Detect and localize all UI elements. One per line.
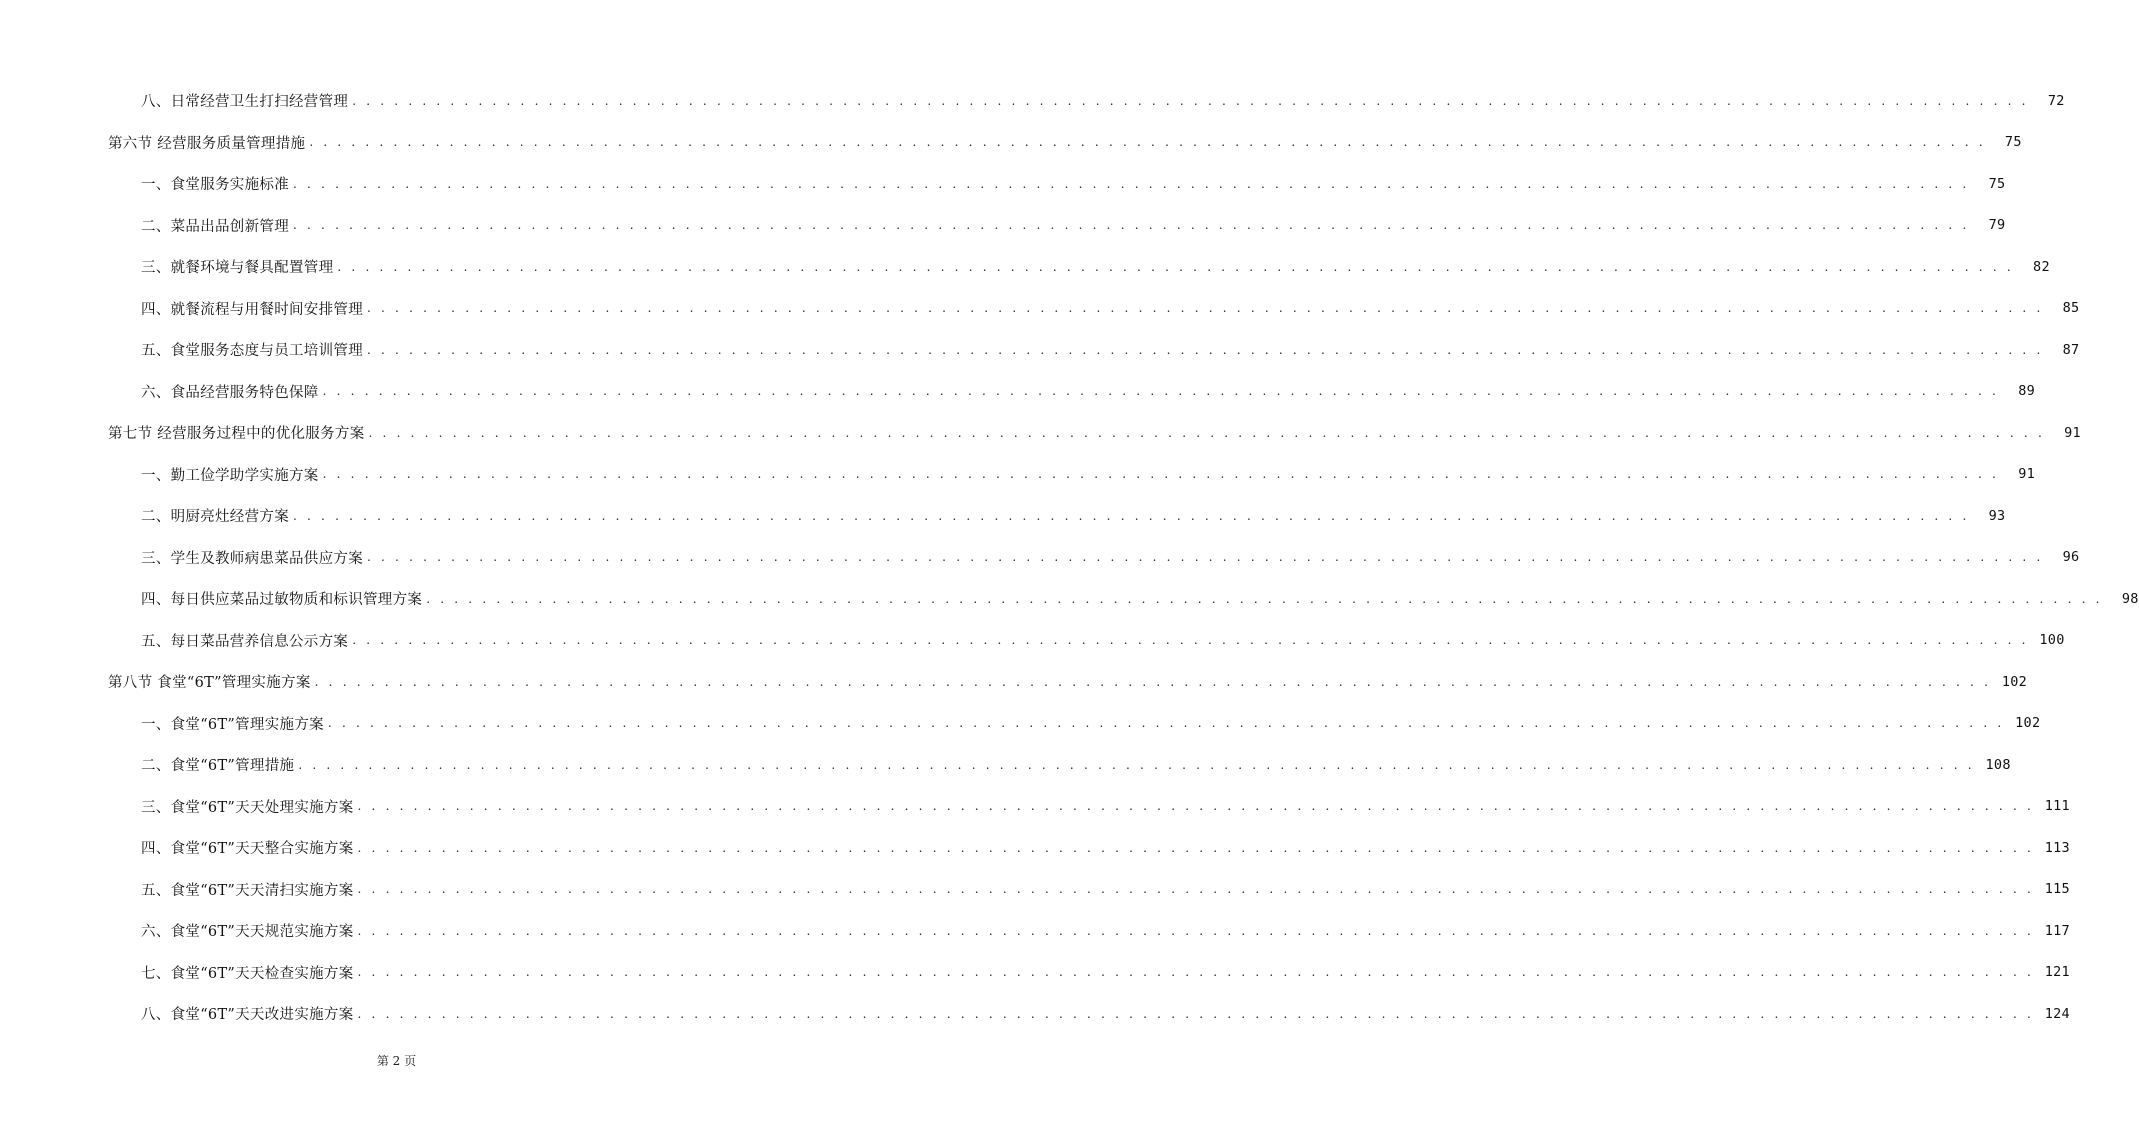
toc-dot-leader: . . . . . . . . . . . . . . . . . . . . . . . . . . . . . . . . . . . . . . . . . . . . . . . . . . . . . . . . . . . . . . . . . . . . . . . . . . . . . . . . . . . . . . . . . . . . . . . . . . . . . . . . . . . . . . . . . . . . . . . .	[357, 1006, 2034, 1021]
toc-dot-leader: . . . . . . . . . . . . . . . . . . . . . . . . . . . . . . . . . . . . . . . . . . . . . . . . . . . . . . . . . . . . . . . . . . . . . . . . . . . . . . . . . . . . . . . . . . . . . . . . . . . . . . . . . . . . . . . . . . . . . . . .	[368, 425, 2045, 440]
page-footer	[0, 1052, 793, 1069]
toc-subsection-entry[interactable]	[0, 537, 2080, 579]
toc-dot-leader: . . . . . . . . . . . . . . . . . . . . . . . . . . . . . . . . . . . . . . . . . . . . . . . . . . . . . . . . . . . . . . . . . . . . . . . . . . . . . . . . . . . . . . . . . . . . . . . . . . . . . . . . . . . . . . . . . . . . . . . .	[367, 301, 2044, 316]
toc-dot-leader: . . . . . . . . . . . . . . . . . . . . . . . . . . . . . . . . . . . . . . . . . . . . . . . . . . . . . . . . . . . . . . . . . . . . . . . . . . . . . . . . . . . . . . . . . . . . . . . . . . . . . . . . . . . . . . . . . . . . . . . .	[309, 135, 1986, 150]
toc-dot-leader: . . . . . . . . . . . . . . . . . . . . . . . . . . . . . . . . . . . . . . . . . . . . . . . . . . . . . . . . . . . . . . . . . . . . . . . . . . . . . . . . . . . . . . . . . . . . . . . . . . . . . . . . . . . . . . . . . . . . . . . .	[327, 716, 2005, 731]
toc-entry-title: 二、明厨亮灶经营方案	[141, 509, 289, 526]
toc-entry-page-number: 113	[2044, 839, 2070, 856]
toc-subsection-entry[interactable]	[0, 495, 2006, 537]
toc-entry-page-number: 96	[2062, 549, 2080, 566]
toc-subsection-entry[interactable]	[0, 869, 2070, 911]
toc-subsection-entry[interactable]	[0, 993, 2070, 1035]
toc-entry-title: 四、每日供应菜品过敏物质和标识管理方案	[141, 592, 423, 609]
toc-entry-title: 二、食堂“6T”管理措施	[141, 758, 295, 775]
toc-section-entry[interactable]	[0, 661, 2028, 703]
toc-entry-title: 一、食堂服务实施标准	[141, 177, 289, 194]
toc-subsection-entry[interactable]	[0, 910, 2070, 952]
toc-entry-page-number: 91	[2064, 424, 2081, 441]
toc-subsection-entry[interactable]	[0, 205, 2006, 247]
toc-subsection-entry[interactable]	[0, 163, 2006, 205]
toc-entry-page-number: 75	[2004, 134, 2022, 151]
toc-entry-page-number: 72	[2047, 92, 2065, 109]
toc-entry-title: 三、学生及教师病患菜品供应方案	[141, 550, 363, 567]
toc-entry-title: 第六节 经营服务质量管理措施	[108, 135, 306, 152]
toc-dot-leader: . . . . . . . . . . . . . . . . . . . . . . . . . . . . . . . . . . . . . . . . . . . . . . . . . . . . . . . . . . . . . . . . . . . . . . . . . . . . . . . . . . . . . . . . . . . . . . . . . . . . . . . . . . . . . . . . . . . . . . . .	[322, 384, 2000, 399]
toc-subsection-entry[interactable]	[0, 288, 2080, 330]
toc-entry-page-number: 102	[2001, 673, 2028, 690]
toc-entry-title: 第八节 食堂“6T”管理实施方案	[108, 675, 311, 692]
toc-entry-page-number: 108	[1985, 756, 2011, 773]
toc-entry-title: 八、食堂“6T”天天改进实施方案	[141, 1007, 354, 1024]
toc-subsection-entry[interactable]	[0, 620, 2065, 662]
toc-dot-leader: . . . . . . . . . . . . . . . . . . . . . . . . . . . . . . . . . . . . . . . . . . . . . . . . . . . . . . . . . . . . . . . . . . . . . . . . . . . . . . . . . . . . . . . . . . . . . . . . . . . . . . . . . . . . . . . . . . . . . . . .	[367, 342, 2044, 357]
toc-entry-page-number: 98	[2121, 590, 2139, 607]
toc-entry-title: 八、日常经营卫生打扫经营管理	[141, 94, 349, 111]
toc-dot-leader: . . . . . . . . . . . . . . . . . . . . . . . . . . . . . . . . . . . . . . . . . . . . . . . . . . . . . . . . . . . . . . . . . . . . . . . . . . . . . . . . . . . . . . . . . . . . . . . . . . . . . . . . . . . . . . . . . . . . . . . .	[352, 633, 2029, 648]
toc-entry-title: 第七节 经营服务过程中的优化服务方案	[108, 426, 365, 443]
toc-subsection-entry[interactable]	[0, 786, 2070, 828]
toc-dot-leader: . . . . . . . . . . . . . . . . . . . . . . . . . . . . . . . . . . . . . . . . . . . . . . . . . . . . . . . . . . . . . . . . . . . . . . . . . . . . . . . . . . . . . . . . . . . . . . . . . . . . . . . . . . . . . . . . . . . . . . . .	[367, 550, 2044, 565]
toc-entry-title: 四、食堂“6T”天天整合实施方案	[141, 841, 354, 858]
toc-subsection-entry[interactable]	[0, 578, 2139, 620]
toc-entry-page-number: 124	[2044, 1005, 2070, 1022]
toc-entry-page-number: 91	[2018, 466, 2036, 483]
toc-entry-title: 六、食品经营服务特色保障	[141, 384, 319, 401]
table-of-contents	[0, 80, 2139, 1035]
toc-subsection-entry[interactable]	[0, 454, 2036, 496]
toc-entry-page-number: 100	[2039, 632, 2065, 649]
toc-entry-title: 七、食堂“6T”天天检查实施方案	[141, 965, 354, 982]
toc-entry-title: 五、每日菜品营养信息公示方案	[141, 633, 349, 650]
toc-entry-title: 二、菜品出品创新管理	[141, 218, 289, 235]
toc-subsection-entry[interactable]	[0, 703, 2041, 745]
toc-subsection-entry[interactable]	[0, 329, 2080, 371]
toc-section-entry[interactable]	[0, 122, 2022, 164]
toc-entry-title: 四、就餐流程与用餐时间安排管理	[141, 301, 363, 318]
toc-subsection-entry[interactable]	[0, 744, 2011, 786]
toc-entry-page-number: 87	[2062, 341, 2080, 358]
toc-section-entry[interactable]	[0, 412, 2081, 454]
toc-entry-page-number: 102	[2015, 715, 2041, 732]
toc-entry-page-number: 115	[2044, 881, 2070, 898]
toc-dot-leader: . . . . . . . . . . . . . . . . . . . . . . . . . . . . . . . . . . . . . . . . . . . . . . . . . . . . . . . . . . . . . . . . . . . . . . . . . . . . . . . . . . . . . . . . . . . . . . . . . . . . . . . . . . . . . . . . . . . . . . . .	[357, 840, 2034, 855]
toc-dot-leader: . . . . . . . . . . . . . . . . . . . . . . . . . . . . . . . . . . . . . . . . . . . . . . . . . . . . . . . . . . . . . . . . . . . . . . . . . . . . . . . . . . . . . . . . . . . . . . . . . . . . . . . . . . . . . . . . . . . . . . . .	[337, 259, 2014, 274]
toc-dot-leader: . . . . . . . . . . . . . . . . . . . . . . . . . . . . . . . . . . . . . . . . . . . . . . . . . . . . . . . . . . . . . . . . . . . . . . . . . . . . . . . . . . . . . . . . . . . . . . . . . . . . . . . . . . . . . . . . . . . . . . . .	[293, 218, 1970, 233]
toc-entry-title: 三、就餐环境与餐具配置管理	[141, 260, 334, 277]
toc-entry-title: 一、食堂“6T”管理实施方案	[141, 716, 324, 733]
toc-entry-page-number: 117	[2044, 922, 2070, 939]
toc-subsection-entry[interactable]	[0, 371, 2036, 413]
toc-entry-title: 六、食堂“6T”天天规范实施方案	[141, 924, 354, 941]
toc-entry-title: 五、食堂“6T”天天清扫实施方案	[141, 882, 354, 899]
toc-dot-leader: . . . . . . . . . . . . . . . . . . . . . . . . . . . . . . . . . . . . . . . . . . . . . . . . . . . . . . . . . . . . . . . . . . . . . . . . . . . . . . . . . . . . . . . . . . . . . . . . . . . . . . . . . . . . . . . . . . . . . . . .	[314, 674, 1992, 689]
toc-entry-page-number: 111	[2044, 798, 2070, 815]
toc-entry-page-number: 85	[2062, 300, 2080, 317]
toc-dot-leader: . . . . . . . . . . . . . . . . . . . . . . . . . . . . . . . . . . . . . . . . . . . . . . . . . . . . . . . . . . . . . . . . . . . . . . . . . . . . . . . . . . . . . . . . . . . . . . . . . . . . . . . . . . . . . . . . . . . . . . . .	[357, 965, 2034, 980]
toc-dot-leader: . . . . . . . . . . . . . . . . . . . . . . . . . . . . . . . . . . . . . . . . . . . . . . . . . . . . . . . . . . . . . . . . . . . . . . . . . . . . . . . . . . . . . . . . . . . . . . . . . . . . . . . . . . . . . . . . . . . . . . . .	[357, 799, 2034, 814]
toc-dot-leader: . . . . . . . . . . . . . . . . . . . . . . . . . . . . . . . . . . . . . . . . . . . . . . . . . . . . . . . . . . . . . . . . . . . . . . . . . . . . . . . . . . . . . . . . . . . . . . . . . . . . . . . . . . . . . . . . . . . . . . . .	[322, 467, 2000, 482]
toc-dot-leader: . . . . . . . . . . . . . . . . . . . . . . . . . . . . . . . . . . . . . . . . . . . . . . . . . . . . . . . . . . . . . . . . . . . . . . . . . . . . . . . . . . . . . . . . . . . . . . . . . . . . . . . . . . . . . . . . . . . . . . . .	[426, 591, 2103, 606]
toc-subsection-entry[interactable]	[0, 827, 2070, 869]
toc-entry-page-number: 121	[2044, 964, 2070, 981]
toc-entry-page-number: 79	[1988, 217, 2006, 234]
toc-entry-title: 五、食堂服务态度与员工培训管理	[141, 343, 363, 360]
toc-subsection-entry[interactable]	[0, 80, 2065, 122]
toc-entry-title: 三、食堂“6T”天天处理实施方案	[141, 799, 354, 816]
toc-entry-page-number: 93	[1988, 507, 2006, 524]
toc-dot-leader: . . . . . . . . . . . . . . . . . . . . . . . . . . . . . . . . . . . . . . . . . . . . . . . . . . . . . . . . . . . . . . . . . . . . . . . . . . . . . . . . . . . . . . . . . . . . . . . . . . . . . . . . . . . . . . . . . . . . . . . .	[293, 508, 1970, 523]
toc-entry-page-number: 75	[1988, 175, 2006, 192]
toc-subsection-entry[interactable]	[0, 246, 2050, 288]
toc-dot-leader: . . . . . . . . . . . . . . . . . . . . . . . . . . . . . . . . . . . . . . . . . . . . . . . . . . . . . . . . . . . . . . . . . . . . . . . . . . . . . . . . . . . . . . . . . . . . . . . . . . . . . . . . . . . . . . . . . . . . . . . .	[357, 882, 2034, 897]
toc-dot-leader: . . . . . . . . . . . . . . . . . . . . . . . . . . . . . . . . . . . . . . . . . . . . . . . . . . . . . . . . . . . . . . . . . . . . . . . . . . . . . . . . . . . . . . . . . . . . . . . . . . . . . . . . . . . . . . . . . . . . . . . .	[293, 176, 1970, 191]
page-number-label: 第 2 页	[376, 1054, 417, 1068]
toc-dot-leader: . . . . . . . . . . . . . . . . . . . . . . . . . . . . . . . . . . . . . . . . . . . . . . . . . . . . . . . . . . . . . . . . . . . . . . . . . . . . . . . . . . . . . . . . . . . . . . . . . . . . . . . . . . . . . . . . . . . . . . . .	[352, 93, 2029, 108]
toc-entry-title: 一、勤工俭学助学实施方案	[141, 467, 319, 484]
toc-dot-leader: . . . . . . . . . . . . . . . . . . . . . . . . . . . . . . . . . . . . . . . . . . . . . . . . . . . . . . . . . . . . . . . . . . . . . . . . . . . . . . . . . . . . . . . . . . . . . . . . . . . . . . . . . . . . . . . . . . . . . . . .	[298, 757, 1975, 772]
toc-entry-page-number: 89	[2018, 383, 2036, 400]
toc-dot-leader: . . . . . . . . . . . . . . . . . . . . . . . . . . . . . . . . . . . . . . . . . . . . . . . . . . . . . . . . . . . . . . . . . . . . . . . . . . . . . . . . . . . . . . . . . . . . . . . . . . . . . . . . . . . . . . . . . . . . . . . .	[357, 923, 2034, 938]
toc-entry-page-number: 82	[2033, 258, 2050, 275]
toc-subsection-entry[interactable]	[0, 952, 2070, 994]
